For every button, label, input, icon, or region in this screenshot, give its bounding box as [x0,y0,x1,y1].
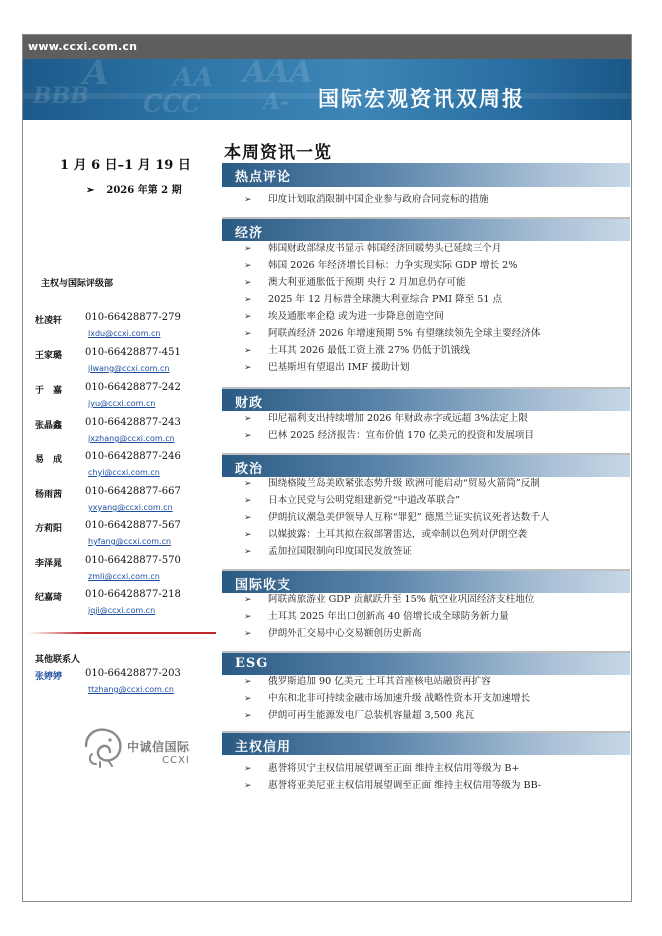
news-headline: 埃及通胀率企稳 或为进一步降息创造空间 [268,311,444,322]
arrow-bullet-icon: ➢ [244,711,252,721]
list-item[interactable] [244,760,634,777]
news-headline: 伊朗抗议潮急美伊领导人互称“罪犯” 德黑兰证实抗议死者达数千人 [268,512,550,523]
arrow-bullet-icon: ➢ [244,629,252,639]
issue-label: 2026 年第 2 期 [106,185,182,196]
banner-decoration: A- [263,89,290,115]
logo-mark [90,754,112,767]
contact-name: 杜凌轩 [35,316,63,326]
section-list [244,240,634,376]
banner-decoration: CCC [143,89,201,118]
list-item[interactable] [244,257,634,274]
contact-name: 张婷婷 [35,672,63,682]
news-headline: 巴基斯坦有望退出 IMF 援助计划 [268,362,410,373]
report-title: 国际宏观资讯双周报 [318,86,525,111]
arrow-bullet-icon: ➢ [244,530,252,540]
contact-email-link[interactable]: jxzhang@ccxi.com.cn [88,434,175,443]
section-list [244,760,634,794]
contact-name: 易 成 [35,455,63,465]
section-list [244,475,634,560]
contact-phone: 010-66428877-667 [85,486,181,497]
contact-name: 李泽晁 [35,559,63,569]
section-list [244,191,634,208]
news-headline: 2025 年 12 月标普全球澳大利亚综合 PMI 降至 51 点 [268,294,503,305]
list-item[interactable] [244,777,634,794]
arrow-bullet-icon: ➢ [86,185,95,196]
arrow-bullet-icon: ➢ [244,496,252,506]
arrow-bullet-icon: ➢ [244,414,252,424]
list-item[interactable] [244,673,634,690]
section-header-hot-topics [222,163,630,187]
logo-text-cn: 中诚信国际 [127,740,190,754]
banner-decoration: AAA [243,59,313,90]
logo-text-en: CCXI [162,755,190,766]
list-item[interactable] [244,291,634,308]
list-item[interactable] [244,410,634,427]
news-headline: 澳大利亚通胀低于预期 央行 2 月加息仍存可能 [268,277,466,288]
news-headline: 韩国 2026 年经济增长目标：力争实现实际 GDP 增长 2% [268,260,518,271]
section-header-fiscal [222,387,630,411]
contact-email-link[interactable]: chyi@ccxi.com.cn [88,468,160,477]
contact-name: 杨雨茜 [35,490,63,500]
arrow-bullet-icon: ➢ [244,329,252,339]
arrow-bullet-icon: ➢ [244,479,252,489]
arrow-bullet-icon: ➢ [244,694,252,704]
list-item[interactable] [244,509,634,526]
contact-name: 方莉阳 [35,524,63,534]
list-item[interactable] [244,591,634,608]
section-list [244,591,634,642]
news-headline: 惠誉将贝宁主权信用展望调至正面 维持主权信用等级为 B+ [268,763,520,774]
contact-email-link[interactable]: jlwang@ccxi.com.cn [88,364,170,373]
section-title: 国际收支 [235,578,292,593]
list-item[interactable] [244,707,634,724]
news-headline: 阿联酋旅游业 GDP 贡献跃升至 15% 航空业巩固经济支柱地位 [268,594,535,605]
arrow-bullet-icon: ➢ [244,677,252,687]
contact-phone: 010-66428877-567 [85,520,181,531]
contact-phone: 010-66428877-570 [85,555,181,566]
contact-email-link[interactable]: jyu@ccxi.com.cn [88,399,156,408]
section-header-economy [222,217,630,241]
department-title: 主权与国际评级部 [41,279,114,289]
news-headline: 以媒披露：土耳其拟在叙部署雷达，或牵制以色列对伊朗空袭 [268,529,528,540]
contact-phone: 010-66428877-218 [85,589,181,600]
divider [28,632,216,634]
news-headline: 印度计划取消限制中国企业参与政府合同竞标的措施 [268,194,489,205]
list-item[interactable] [244,325,634,342]
arrow-bullet-icon: ➢ [244,612,252,622]
contact-name: 张晶鑫 [35,421,63,431]
news-headline: 伊朗可再生能源发电厂总装机容量超 3,500 兆瓦 [268,710,475,721]
section-header-politics [222,453,630,477]
arrow-bullet-icon: ➢ [244,295,252,305]
contact-phone: 010-66428877-242 [85,382,181,393]
banner-decoration: A [83,59,110,93]
list-item[interactable] [244,191,634,208]
news-headline: 伊朗外汇交易中心交易额创历史新高 [268,628,422,639]
list-item[interactable] [244,342,634,359]
arrow-bullet-icon: ➢ [244,363,252,373]
news-headline: 惠誉将亚美尼亚主权信用展望调至正面 维持主权信用等级为 BB- [268,780,542,791]
list-item[interactable] [244,274,634,291]
contact-phone: 010-66428877-203 [85,668,181,679]
list-item[interactable] [244,543,634,560]
contact-name: 王家璐 [35,351,63,361]
issue-number [86,181,182,196]
list-item[interactable] [244,475,634,492]
list-item[interactable] [244,359,634,376]
contact-email-link[interactable]: yxyang@ccxi.com.cn [88,503,173,512]
arrow-bullet-icon: ➢ [244,764,252,774]
list-item[interactable] [244,625,634,642]
section-title: 热点评论 [235,170,292,185]
contact-email-link[interactable]: hyfang@ccxi.com.cn [88,537,172,546]
contact-name: 纪嘉琦 [35,593,63,603]
banner-decoration: BBB [33,83,89,109]
contact-phone: 010-66428877-246 [85,451,181,462]
contact-email-link[interactable]: ttzhang@ccxi.com.cn [88,685,174,694]
banner-decoration: AA [173,63,214,93]
list-item[interactable] [244,240,634,257]
news-headline: 韩国财政部绿皮书显示 韩国经济回暖势头已延续三个月 [268,243,502,254]
section-header-esg [222,651,630,675]
arrow-bullet-icon: ➢ [244,513,252,523]
section-title: 经济 [235,226,264,241]
contact-name: 于 嘉 [35,386,63,396]
contact-email-link[interactable]: lxdu@ccxi.com.cn [88,329,161,338]
main-title: 本周资讯一览 [224,143,332,163]
list-item[interactable] [244,492,634,509]
arrow-bullet-icon: ➢ [244,781,252,791]
news-headline: 巴林 2025 经济报告：宣布价值 170 亿美元的投资和发展项目 [268,430,534,441]
date-range: 1 月 6 日–1 月 19 日 [60,158,191,173]
contact-phone: 010-66428877-451 [85,347,181,358]
arrow-bullet-icon: ➢ [244,278,252,288]
news-headline: 中东和北非可持续金融市场加速升级 战略性资本开支加速增长 [268,693,531,704]
list-item[interactable] [244,308,634,325]
arrow-bullet-icon: ➢ [244,312,252,322]
contact-phone: 010-66428877-279 [85,312,181,323]
other-contacts-title: 其他联系人 [35,655,81,665]
section-list [244,673,634,724]
contact-phone: 010-66428877-243 [85,417,181,428]
section-title: 政治 [235,462,264,477]
section-title: ESG [235,656,269,671]
section-title: 主权信用 [235,740,292,755]
news-headline: 日本立民党与公明党组建新党“中道改革联合” [268,495,461,506]
list-item[interactable] [244,608,634,625]
arrow-bullet-icon: ➢ [244,595,252,605]
list-item[interactable] [244,526,634,543]
arrow-bullet-icon: ➢ [244,244,252,254]
arrow-bullet-icon: ➢ [244,431,252,441]
section-title: 财政 [235,396,264,411]
section-header-balance-of-payments [222,569,630,593]
arrow-bullet-icon: ➢ [244,261,252,271]
news-headline: 土耳其 2025 年出口创新高 40 倍增长成全球防务新力量 [268,611,509,622]
news-headline: 土耳其 2026 最低工资上涨 27% 仍低于饥饿线 [268,345,470,356]
arrow-bullet-icon: ➢ [244,346,252,356]
arrow-bullet-icon: ➢ [244,547,252,557]
list-item[interactable] [244,427,634,444]
section-list [244,410,634,444]
news-headline: 俄罗斯追加 90 亿美元 土耳其首座核电站融资再扩容 [268,676,491,687]
news-headline: 阿联酋经济 2026 年增速预期 5% 有望继续领先全球主要经济体 [268,328,541,339]
arrow-bullet-icon: ➢ [244,195,252,205]
section-header-sovereign-credit [222,731,630,755]
news-headline: 围绕格陵兰岛美欧紧张态势升级 欧洲可能启动“贸易火箭筒”反制 [268,478,540,489]
contact-email-link[interactable]: jqji@ccxi.com.cn [88,606,156,615]
list-item[interactable] [244,690,634,707]
contact-email-link[interactable]: zmli@ccxi.com.cn [88,572,160,581]
site-url[interactable]: www.ccxi.com.cn [28,40,138,53]
news-headline: 孟加拉国限制向印度国民发放签证 [268,546,412,557]
news-headline: 印尼福利支出持续增加 2026 年财政赤字或远超 3%法定上限 [268,413,528,424]
logo-mark [108,738,111,741]
